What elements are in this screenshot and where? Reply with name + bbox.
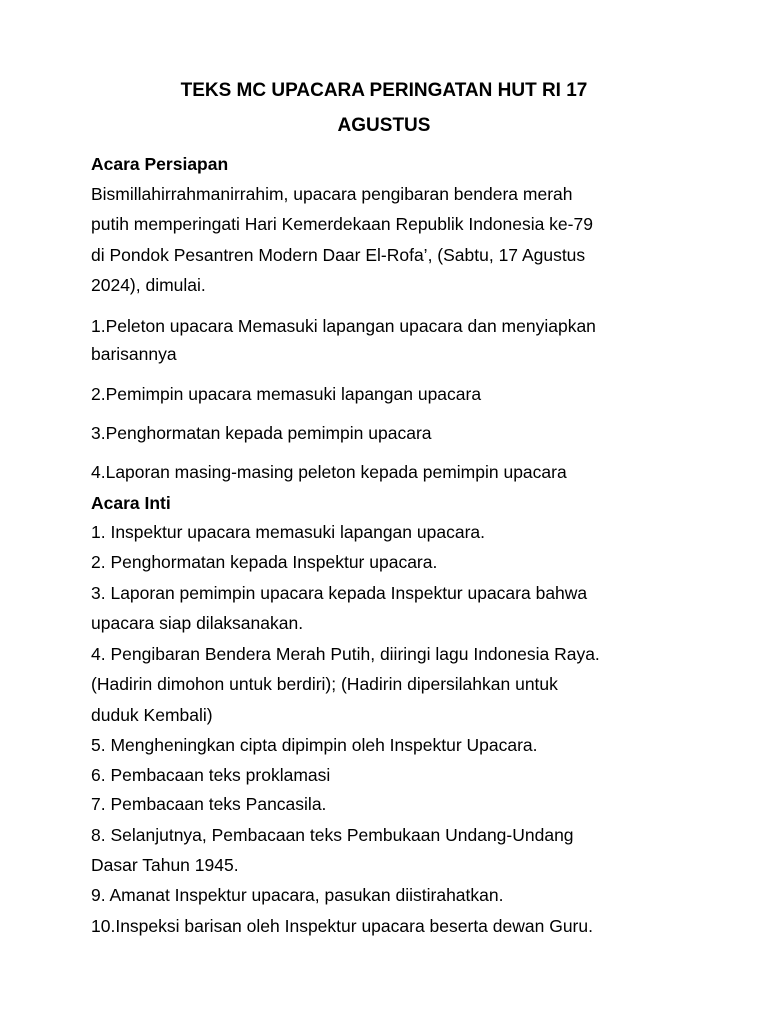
- persiapan-item-1-line-1: 1.Peleton upacara Memasuki lapangan upacara dan menyiapkan: [91, 316, 596, 336]
- section-heading-persiapan: Acara Persiapan: [91, 154, 229, 174]
- inti-line-2: 2. Penghormatan kepada Inspektur upacara.: [91, 552, 438, 572]
- persiapan-intro-line-3: di Pondok Pesantren Modern Daar El-Rofa’, (Sabtu, 17 Agustus: [91, 245, 586, 265]
- persiapan-item-3: 3.Penghormatan kepada pemimpin upacara: [91, 423, 432, 443]
- document-title-line-1: TEKS MC UPACARA PERINGATAN HUT RI 17: [180, 80, 588, 101]
- inti-line-7: duduk Kembali): [91, 705, 213, 725]
- inti-line-5: 4. Pengibaran Bendera Merah Putih, diiringi lagu Indonesia Raya.: [91, 644, 600, 664]
- inti-line-12: Dasar Tahun 1945.: [91, 855, 239, 875]
- persiapan-item-4: 4.Laporan masing-masing peleton kepada pemimpin upacara: [91, 462, 567, 482]
- inti-line-11: 8. Selanjutnya, Pembacaan teks Pembukaan Undang-Undang: [91, 825, 574, 845]
- persiapan-item-1-line-2: barisannya: [91, 344, 177, 364]
- persiapan-item-2: 2.Pemimpin upacara memasuki lapangan upacara: [91, 384, 482, 404]
- inti-line-1: 1. Inspektur upacara memasuki lapangan upacara.: [91, 522, 485, 542]
- inti-line-8: 5. Mengheningkan cipta dipimpin oleh Inspektur Upacara.: [91, 735, 538, 755]
- persiapan-intro-line-4: 2024), dimulai.: [91, 275, 206, 295]
- inti-line-13: 9. Amanat Inspektur upacara, pasukan diistirahatkan.: [91, 885, 504, 905]
- inti-line-3: 3. Laporan pemimpin upacara kepada Inspektur upacara bahwa: [91, 583, 588, 603]
- persiapan-intro-line-2: putih memperingati Hari Kemerdekaan Republik Indonesia ke-79: [91, 214, 593, 234]
- section-heading-inti: Acara Inti: [91, 493, 171, 513]
- document-title-line-2: AGUSTUS: [337, 115, 431, 136]
- persiapan-intro-line-1: Bismillahirrahmanirrahim, upacara pengibaran bendera merah: [91, 184, 573, 204]
- inti-line-9: 6. Pembacaan teks proklamasi: [91, 765, 331, 785]
- inti-line-4: upacara siap dilaksanakan.: [91, 613, 304, 633]
- inti-line-6: (Hadirin dimohon untuk berdiri); (Hadirin dipersilahkan untuk: [91, 674, 558, 694]
- inti-line-10: 7. Pembacaan teks Pancasila.: [91, 794, 327, 814]
- inti-line-14: 10.Inspeksi barisan oleh Inspektur upacara beserta dewan Guru.: [91, 916, 593, 936]
